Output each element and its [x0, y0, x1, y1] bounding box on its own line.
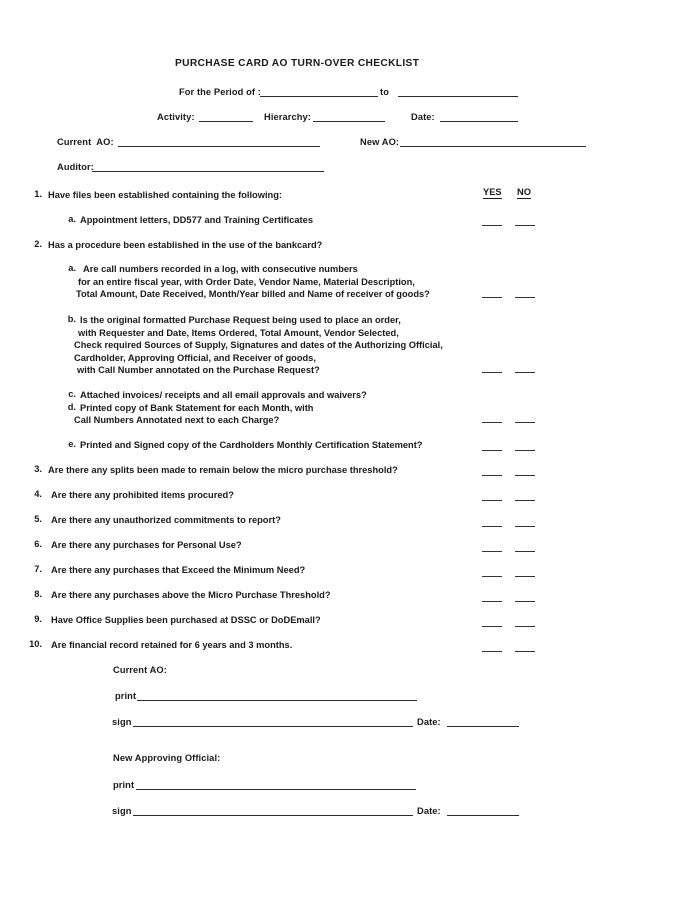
period-label: For the Period of : — [179, 87, 261, 97]
answer-blank-no[interactable] — [515, 422, 535, 423]
item-text: Are there any unauthorized commitments to report? — [51, 515, 281, 525]
answer-blank-no[interactable] — [515, 626, 535, 627]
item-number: 9. — [34, 614, 42, 624]
answer-blank-yes[interactable] — [482, 297, 502, 298]
new-ao-sign-label: sign — [112, 806, 132, 816]
item-number: c. — [68, 389, 76, 399]
period-from-field[interactable] — [260, 96, 378, 97]
answer-blank-no[interactable] — [515, 601, 535, 602]
item-number: 5. — [34, 514, 42, 524]
answer-blank-yes[interactable] — [482, 225, 502, 226]
new-ao-date-label: Date: — [417, 806, 441, 816]
answer-blank-yes[interactable] — [482, 450, 502, 451]
answer-blank-no[interactable] — [515, 551, 535, 552]
item-text: with Call Number annotated on the Purchase Request? — [77, 365, 320, 375]
column-header-yes: YES — [483, 187, 502, 197]
new-ao-signature-heading: New Approving Official: — [113, 753, 221, 763]
item-text: Have files been established containing the following: — [48, 190, 283, 200]
item-number: a. — [68, 263, 76, 273]
current-ao-label: Current AO: — [57, 137, 114, 147]
answer-blank-yes[interactable] — [482, 372, 502, 373]
answer-blank-no[interactable] — [515, 576, 535, 577]
new-ao-field[interactable] — [400, 146, 586, 147]
item-text: Are call numbers recorded in a log, with consecutive numbers — [83, 264, 358, 274]
item-text: Printed and Signed copy of the Cardholders Monthly Certification Statement? — [80, 440, 423, 450]
item-number: 4. — [34, 489, 42, 499]
item-number: 8. — [34, 589, 42, 599]
new-ao-sign-field[interactable] — [133, 815, 413, 816]
answer-blank-yes[interactable] — [482, 526, 502, 527]
item-text: Has a procedure been established in the use of the bankcard? — [48, 240, 323, 250]
activity-field[interactable] — [199, 121, 253, 122]
item-text: Are there any purchases above the Micro Purchase Threshold? — [51, 590, 331, 600]
current-ao-sign-field[interactable] — [133, 726, 413, 727]
item-number: e. — [68, 439, 76, 449]
new-ao-print-field[interactable] — [136, 789, 416, 790]
hierarchy-label: Hierarchy: — [264, 112, 311, 122]
item-text: Printed copy of Bank Statement for each Month, with — [80, 403, 314, 413]
item-text: Is the original formatted Purchase Request being used to place an order, — [80, 315, 401, 325]
item-number: d. — [67, 402, 76, 412]
item-text: Cardholder, Approving Official, and Receiver of goods, — [74, 353, 316, 363]
header-date-field[interactable] — [440, 121, 518, 122]
current-ao-print-label: print — [115, 691, 137, 701]
item-text: Total Amount, Date Received, Month/Year billed and Name of receiver of goods? — [76, 289, 430, 299]
answer-blank-yes[interactable] — [482, 576, 502, 577]
answer-blank-yes[interactable] — [482, 422, 502, 423]
answer-blank-no[interactable] — [515, 500, 535, 501]
answer-blank-no[interactable] — [515, 372, 535, 373]
item-text: Are there any splits been made to remain below the micro purchase threshold? — [48, 465, 398, 475]
answer-blank-yes[interactable] — [482, 651, 502, 652]
item-number: b. — [67, 314, 76, 324]
answer-blank-no[interactable] — [515, 475, 535, 476]
answer-blank-no[interactable] — [515, 651, 535, 652]
period-to-field[interactable] — [398, 96, 518, 97]
item-number: 1. — [34, 189, 42, 199]
answer-blank-yes[interactable] — [482, 626, 502, 627]
item-number: 3. — [34, 464, 42, 474]
new-ao-date-field[interactable] — [447, 815, 519, 816]
item-text: Are there any purchases for Personal Use? — [51, 540, 242, 550]
page-title: PURCHASE CARD AO TURN-OVER CHECKLIST — [175, 58, 420, 69]
item-number: 6. — [34, 539, 42, 549]
new-ao-label: New AO: — [360, 137, 400, 147]
auditor-label: Auditor: — [57, 162, 94, 172]
item-text: Have Office Supplies been purchased at DSSC or DoDEmall? — [51, 615, 321, 625]
current-ao-field[interactable] — [118, 146, 320, 147]
answer-blank-yes[interactable] — [482, 601, 502, 602]
item-text: Appointment letters, DD577 and Training Certificates — [80, 215, 313, 225]
item-number: a. — [68, 214, 76, 224]
item-text: Are there any purchases that Exceed the Minimum Need? — [51, 565, 306, 575]
answer-blank-no[interactable] — [515, 225, 535, 226]
answer-blank-no[interactable] — [515, 450, 535, 451]
current-ao-print-field[interactable] — [137, 700, 417, 701]
header-date-label: Date: — [411, 112, 435, 122]
item-text: Call Numbers Annotated next to each Charge? — [74, 415, 280, 425]
answer-blank-yes[interactable] — [482, 475, 502, 476]
answer-blank-no[interactable] — [515, 526, 535, 527]
answer-blank-no[interactable] — [515, 297, 535, 298]
item-text: Are there any prohibited items procured? — [51, 490, 234, 500]
hierarchy-field[interactable] — [313, 121, 385, 122]
item-text: Are financial record retained for 6 years and 3 months. — [51, 640, 293, 650]
current-ao-date-label: Date: — [417, 717, 441, 727]
item-text: Check required Sources of Supply, Signatures and dates of the Authorizing Official, — [74, 340, 443, 350]
activity-label: Activity: — [157, 112, 195, 122]
new-ao-print-label: print — [113, 780, 135, 790]
item-number: 10. — [29, 639, 42, 649]
current-ao-signature-heading: Current AO: — [113, 665, 167, 675]
period-to-label: to — [380, 87, 389, 97]
item-text: for an entire fiscal year, with Order Date, Vendor Name, Material Description, — [78, 277, 415, 287]
item-text: Attached invoices/ receipts and all email approvals and waivers? — [80, 390, 367, 400]
item-text: with Requester and Date, Items Ordered, Total Amount, Vendor Selected, — [78, 328, 399, 338]
auditor-field[interactable] — [92, 171, 324, 172]
item-number: 7. — [34, 564, 42, 574]
current-ao-sign-label: sign — [112, 717, 132, 727]
answer-blank-yes[interactable] — [482, 500, 502, 501]
answer-blank-yes[interactable] — [482, 551, 502, 552]
column-header-no: NO — [517, 187, 531, 197]
item-number: 2. — [34, 239, 42, 249]
current-ao-date-field[interactable] — [447, 726, 519, 727]
